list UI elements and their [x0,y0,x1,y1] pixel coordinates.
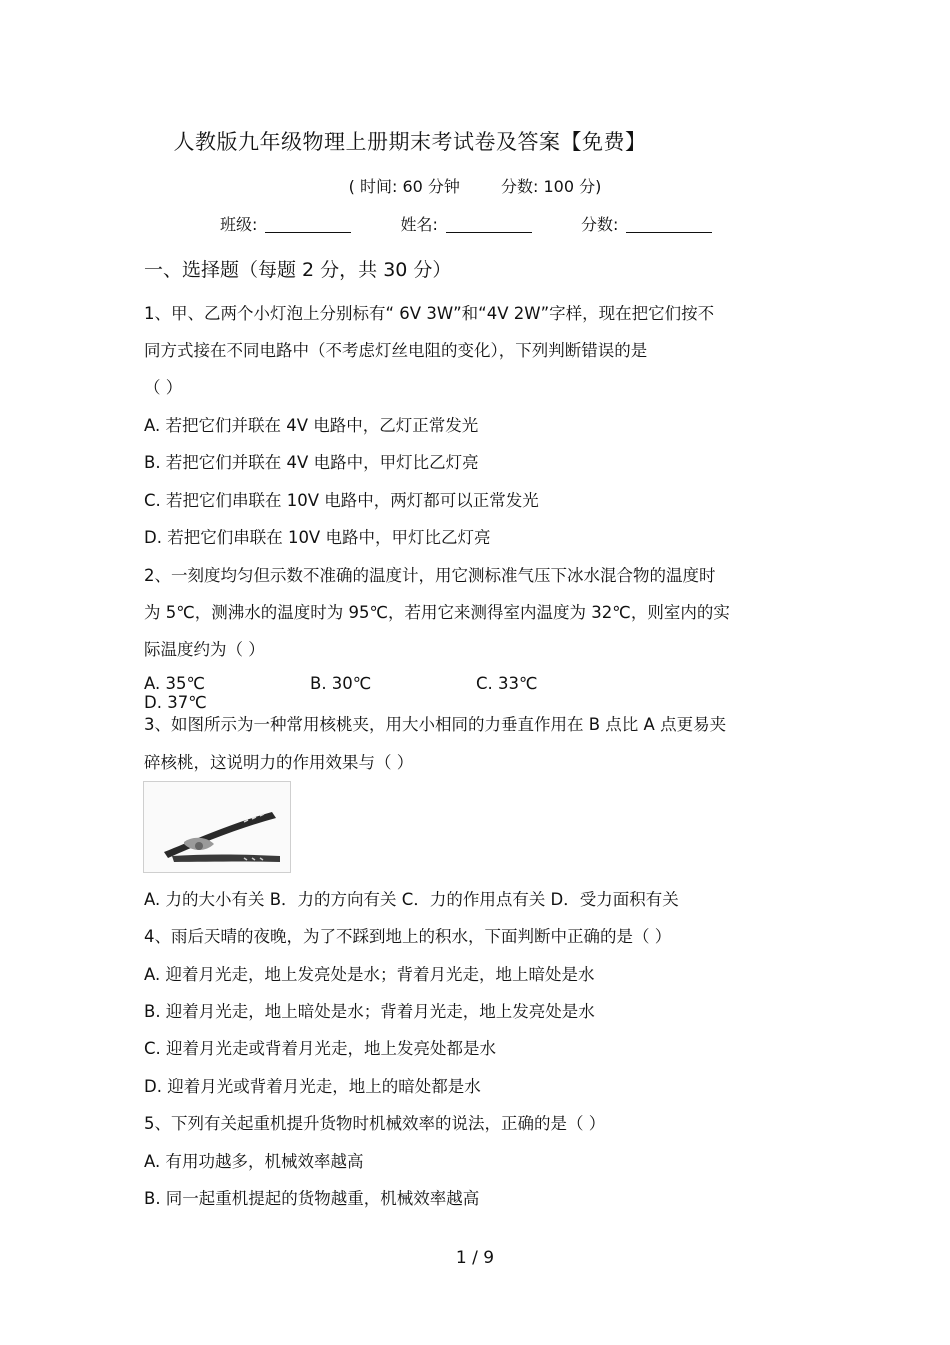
q3-line-2: 碎核桃，这说明力的作用效果与（ ） [144,753,414,772]
q4-option-a: A. 迎着月光走，地上发亮处是水；背着月光走，地上暗处是水 [144,965,595,984]
q3-options: A. 力的大小有关 B．力的方向有关 C．力的作用点有关 D．受力面积有关 [144,890,679,909]
q4-line-1: 4、雨后天晴的夜晚，为了不踩到地上的积水，下面判断中正确的是（ ） [144,927,672,946]
q2-line-2: 为 5℃，测沸水的温度时为 95℃，若用它来测得室内温度为 32℃，则室内的实 [144,603,730,622]
q1-option-c: C. 若把它们串联在 10V 电路中，两灯都可以正常发光 [144,491,539,510]
q1-option-a: A. 若把它们并联在 4V 电路中，乙灯正常发光 [144,416,479,435]
class-label: 班级: [220,215,258,234]
name-blank [446,216,532,233]
score-blank [626,216,712,233]
q1-line-3: （ ） [144,378,183,397]
q2-line-3: 际温度约为（ ） [144,640,265,659]
q2-option-d: D. 37℃ [144,693,207,712]
q1-line-1: 1、甲、乙两个小灯泡上分别标有“ 6V 3W”和“4V 2W”字样，现在把它们按不 [144,304,715,323]
q2-options [144,674,784,712]
student-info-fields [220,212,756,235]
page-number: 1 / 9 [455,1248,495,1268]
q4-option-d: D. 迎着月光或背着月光走，地上的暗处都是水 [144,1077,481,1096]
score-label: 分数: [581,215,619,234]
q1-line-2: 同方式接在不同电路中（不考虑灯丝电阻的变化），下列判断错误的是 [144,341,648,360]
q1-option-d: D. 若把它们串联在 10V 电路中，甲灯比乙灯亮 [144,528,491,547]
nutcracker-figure [143,781,291,873]
q5-option-a: A. 有用功越多，机械效率越高 [144,1152,364,1171]
exam-total-score: 分数: 100 分) [501,177,602,196]
class-field [220,212,351,235]
q2-option-b: B. 30℃ [310,674,372,693]
name-label: 姓名: [400,215,438,234]
nutcracker-image [144,782,290,872]
class-blank [265,216,351,233]
exam-meta [0,174,950,197]
q2-option-c: C. 33℃ [476,674,538,693]
q4-option-c: C. 迎着月光走或背着月光走，地上发亮处都是水 [144,1039,497,1058]
name-field [401,212,532,235]
q2-option-a: A. 35℃ [144,674,206,693]
exam-time: ( 时间: 60 分钟 [348,177,460,196]
q1-option-b: B. 若把它们并联在 4V 电路中，甲灯比乙灯亮 [144,453,479,472]
q5-line-1: 5、下列有关起重机提升货物时机械效率的说法，正确的是（ ） [144,1114,606,1133]
section-heading: 一、选择题（每题 2 分，共 30 分） [144,259,452,281]
q4-option-b: B. 迎着月光走，地上暗处是水；背着月光走，地上发亮处是水 [144,1002,595,1021]
score-field [581,212,712,235]
q3-line-1: 3、如图所示为一种常用核桃夹，用大小相同的力垂直作用在 B 点比 A 点更易夹 [144,715,727,734]
q5-option-b: B. 同一起重机提起的货物越重，机械效率越高 [144,1189,480,1208]
page-title: 人教版九年级物理上册期末考试卷及答案【免费】 [173,130,647,154]
q2-line-1: 2、一刻度均匀但示数不准确的温度计，用它测标准气压下冰水混合物的温度时 [144,566,716,585]
